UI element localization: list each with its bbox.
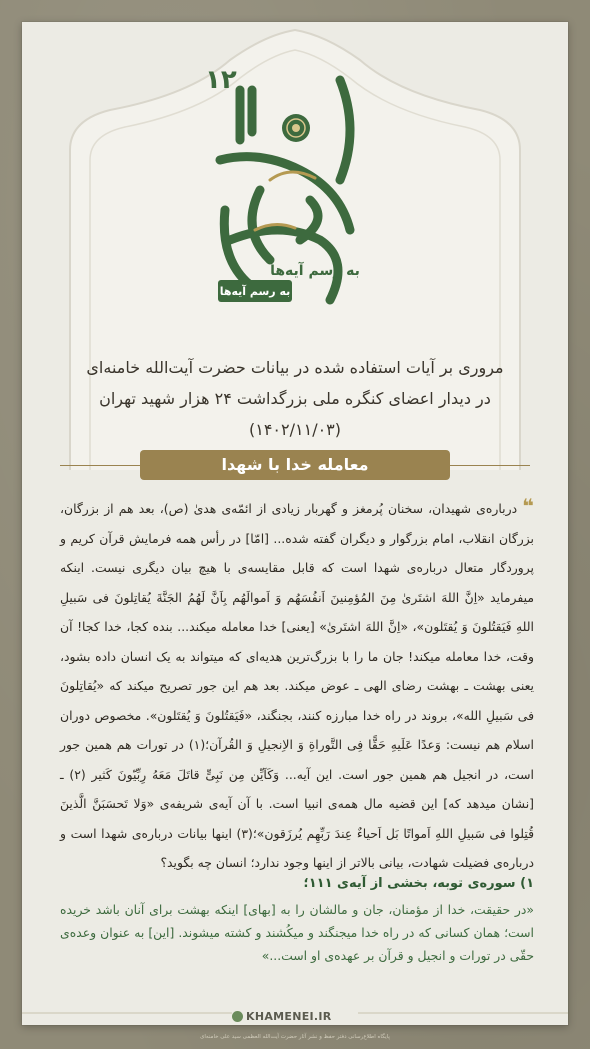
footer-notice: پایگاه اطلاع‌رسانی دفتر حفظ و نشر آثار حضرت آیت‌الله العظمی سید علی خامنه‌ای	[200, 1034, 390, 1040]
quote-mark-icon: ❝	[522, 494, 534, 518]
intro-line-2: در دیدار اعضای کنگره ملی بزرگداشت ۲۴ هزار شهید تهران	[99, 389, 491, 408]
banner-line-right	[450, 465, 530, 466]
logo-number: ١٢	[205, 70, 237, 95]
brand-label: KHAMENEI.IR	[246, 1010, 332, 1023]
quote-body	[60, 492, 534, 878]
calligraphy-logo	[200, 70, 370, 330]
khamenei-logo-icon	[232, 1011, 243, 1022]
quote-text: درباره‌ی شهیدان، سخنان پُرمغز و گهربار زیادی از ائمّه‌ی هدیٰ (ص)، بعد هم از بزرگان، بزرگان انقلاب، امام بزرگوار و دیگران گفته شده... [امّا] در رأس همه فرمایش قرآن کریم و پروردگار متعال درباره‌ی شهدا است که قابل مقایسه‌ی با هیچ بیان دیگری نیست. اینکه میفرماید «اِنَّ اللهَ اشتَریٰ مِنَ المُؤمِنینَ اَنفُسَهُم وَ اَموالَهُم بِاَنَّ لَهُمُ الجَنَّةَ یُقاتِلونَ فی سَبیلِ اللهِ فَیَقتُلونَ وَ یُقتَلون»، «اِنَّ اللهَ اشتَریٰ» [یعنی] خدا معامله میکند... بنده کجا، خدا کجا! آن وقت، خدا معامله میکند! جان ما را با بزرگ‌ترین هدیه‌ای که میتواند به یک انسان داده بشود، یعنی بهشت ـ بهشت رضای الهی ـ عوض میکند. بعد هم این جور تصریح میکند که «یُقاتِلونَ فی سَبیلِ الله»، بروند در راه خدا مبارزه کنند، بجنگند، «فَیَقتُلونَ وَ یُقتَلون». مخصوص دوران اسلام هم نیست: وَعدًا عَلَیهِ حَقًّا فِی التَّوراةِ وَ الاِنجیلِ وَ القُرآن؛(۱) در تورات هم همین جور است، در انجیل هم همین جور است. این آیه... وَکَاَیِّن مِن نَبِیٍّ قاتَلَ مَعَهُ رِبِّیّونَ کَثیر (۲) ـ [نشان میدهد که] این قضیه مال همه‌ی انبیا است. با آن آیه‌ی شریفه‌ی «وَلا تَحسَبَنَّ الَّذینَ قُتِلوا فی سَبیلِ اللهِ اَمواتًا بَل اَحیاءٌ عِندَ رَبِّهِم یُرزَقون»؛(۳) اینها بیانات درباره‌ی شهدا است و درباره‌ی فضیلت شهادت، بیانی بالاتر از اینها وجود ندارد؛ انسان چه بگوید؟	[60, 501, 535, 870]
reference-title: ۱) سوره‌ی توبه، بخشی از آیه‌ی ۱۱۱؛	[303, 876, 534, 891]
intro-date: (۱۴۰۲/۱۱/۰۳)	[248, 420, 342, 439]
logo-title: به رسم آیه‌ها	[270, 263, 360, 279]
logo-ribbon-label: به رسم آیه‌ها	[219, 285, 291, 298]
section-banner	[40, 446, 550, 484]
intro-line-1: مروری بر آیات استفاده شده در بیانات حضرت آیت‌الله خامنه‌ای	[86, 358, 504, 377]
banner-title: معامله خدا با شهدا	[140, 450, 450, 480]
reference-text: «در حقیقت، خدا از مؤمنان، جان و مالشان را به [بهای] اینکه بهشت برای آنان باشد خریده است؛ همان کسانی که در راه خدا میجنگند و میکُشند و کشته میشوند. [این] به عنوان وعده‌ی حقّی در تورات و انجیل و قرآن بر عهده‌ی او است...»	[60, 902, 534, 963]
banner-line-left	[60, 465, 140, 466]
intro-block	[40, 352, 550, 445]
